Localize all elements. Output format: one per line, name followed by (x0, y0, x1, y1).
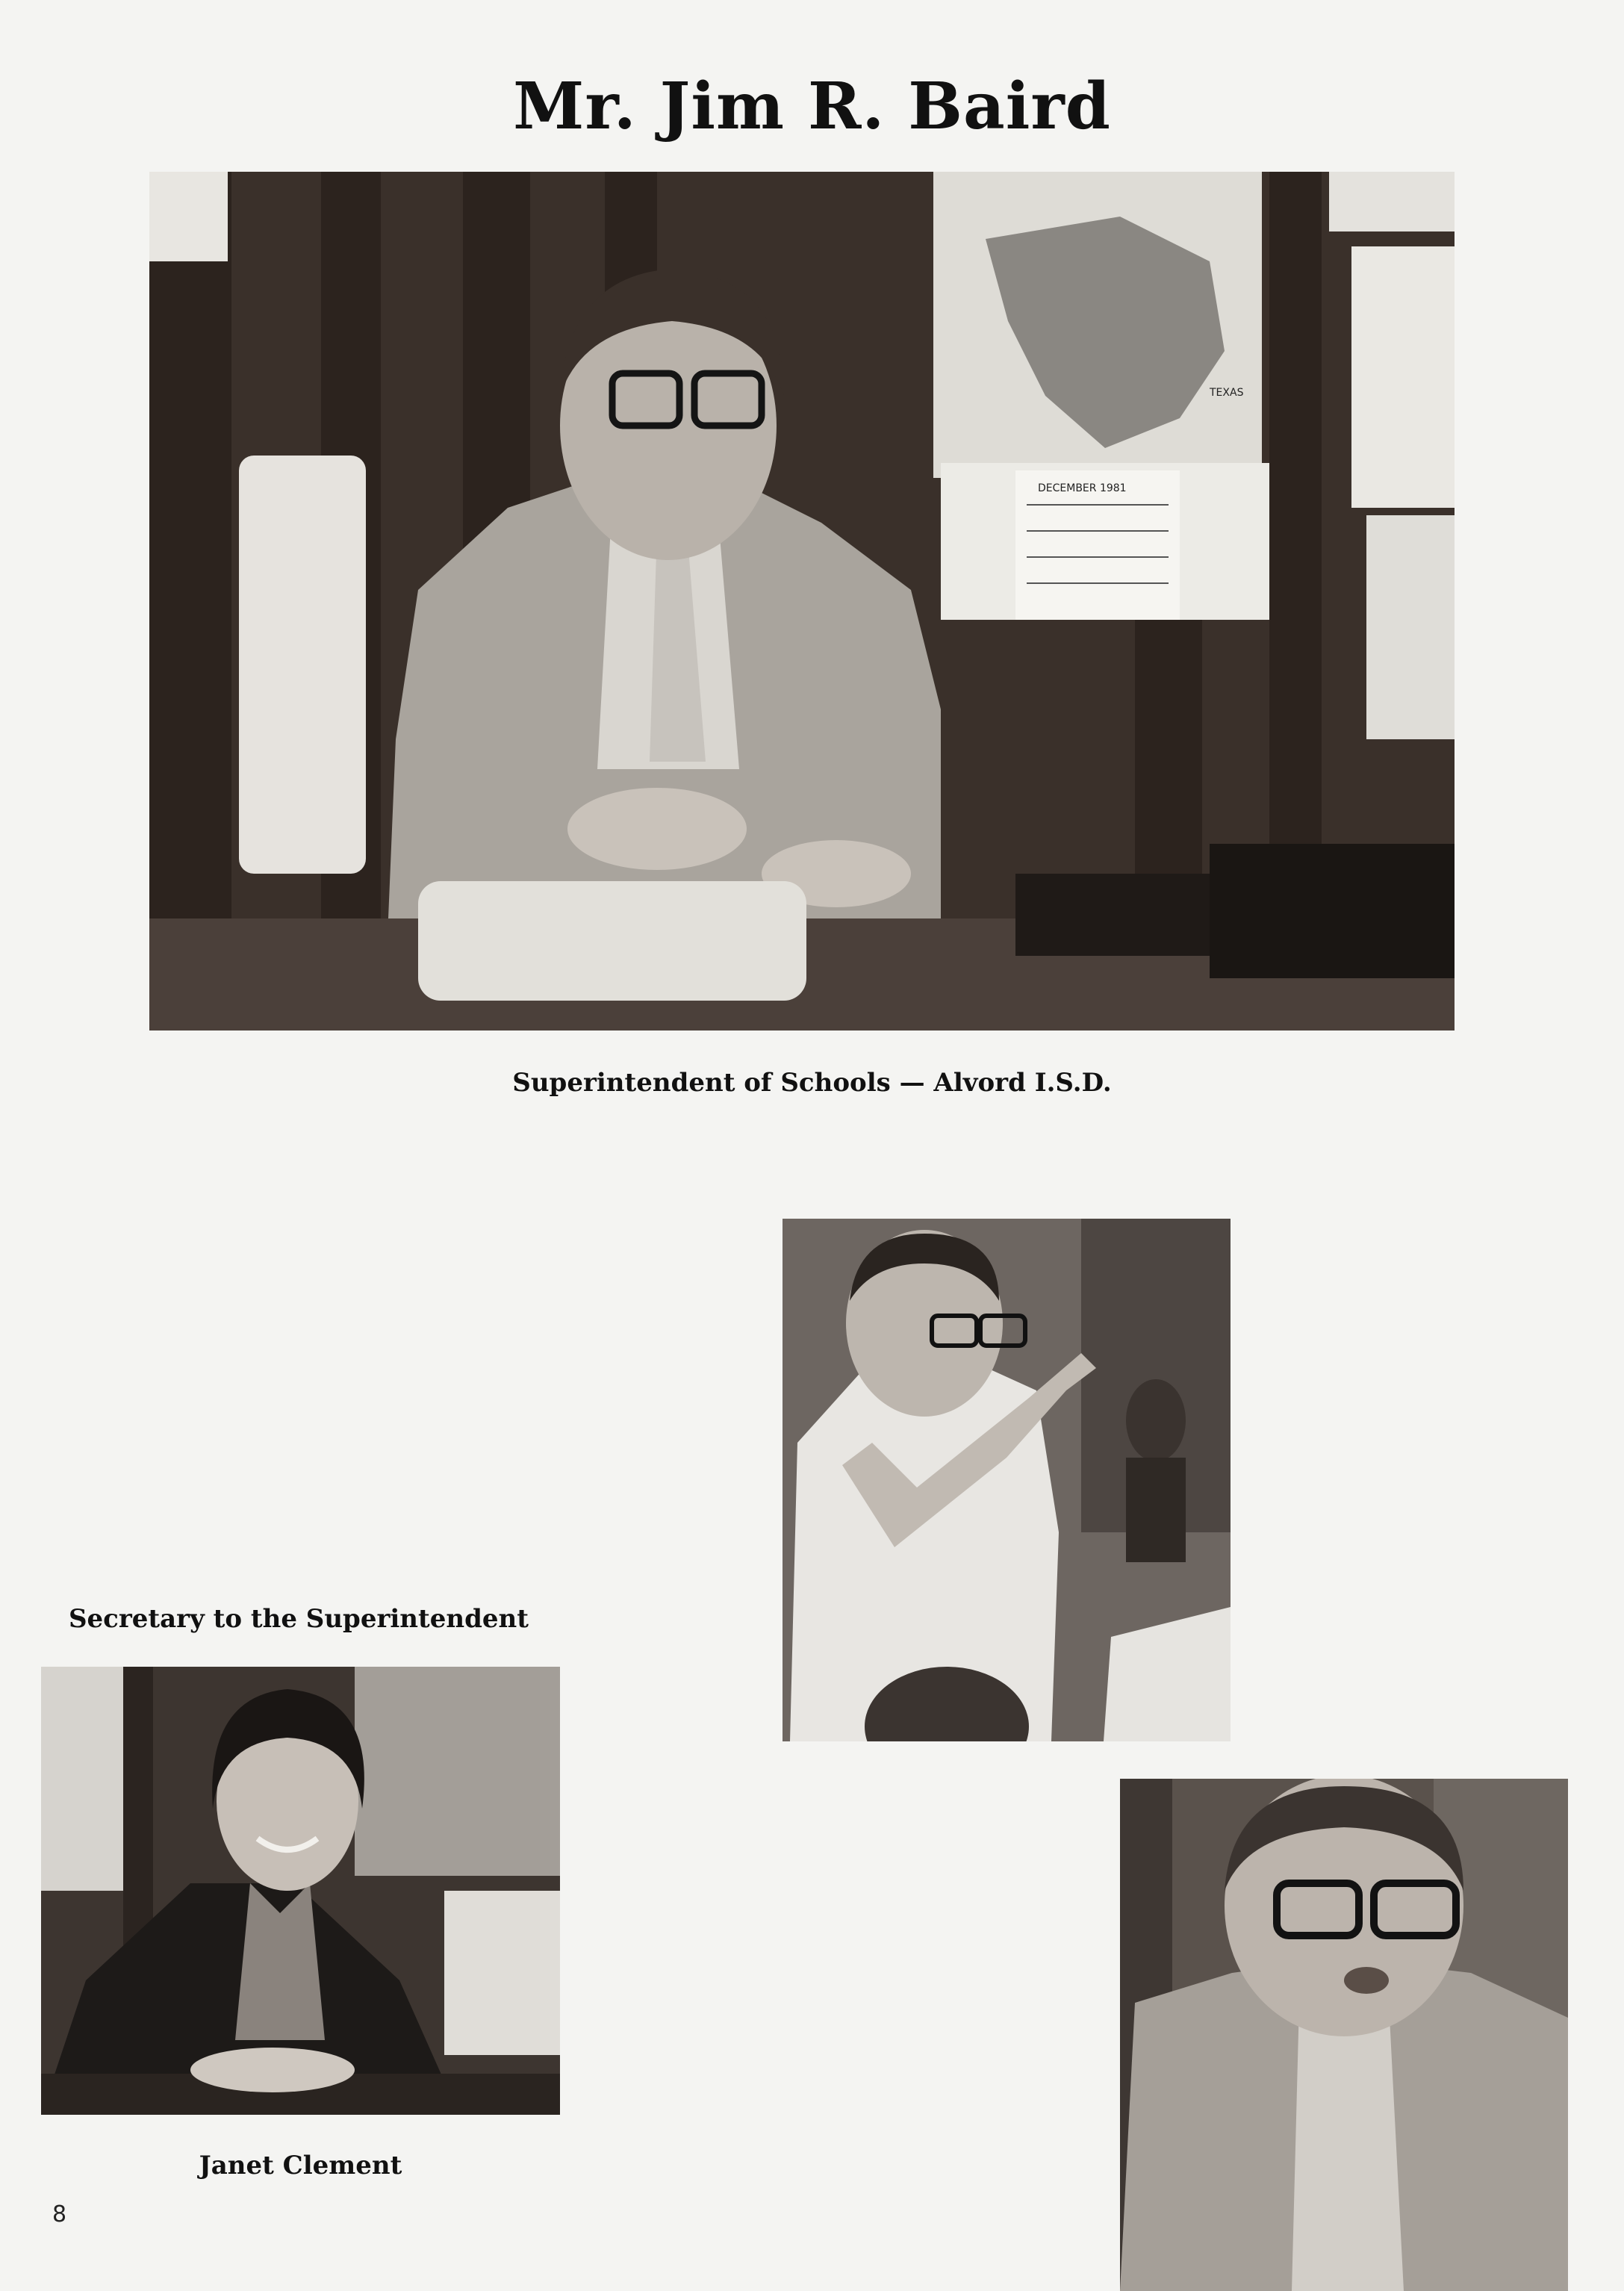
map-label: TEXAS (1210, 387, 1244, 399)
secretary-photo (41, 1667, 560, 2115)
calendar-month: DECEMBER 1981 (1038, 482, 1127, 494)
superintendent-portrait-photo (1120, 1779, 1568, 2291)
superintendent-speaking-photo (783, 1219, 1231, 1741)
main-photo-caption: Superintendent of Schools — Alvord I.S.D. (512, 1068, 1112, 1098)
page-title: Mr. Jim R. Baird (513, 69, 1111, 144)
secretary-heading: Secretary to the Superintendent (69, 1604, 529, 1634)
page-number: 8 (52, 2201, 67, 2228)
secretary-name: Janet Clement (199, 2151, 402, 2180)
superintendent-desk-photo (149, 172, 1455, 1031)
